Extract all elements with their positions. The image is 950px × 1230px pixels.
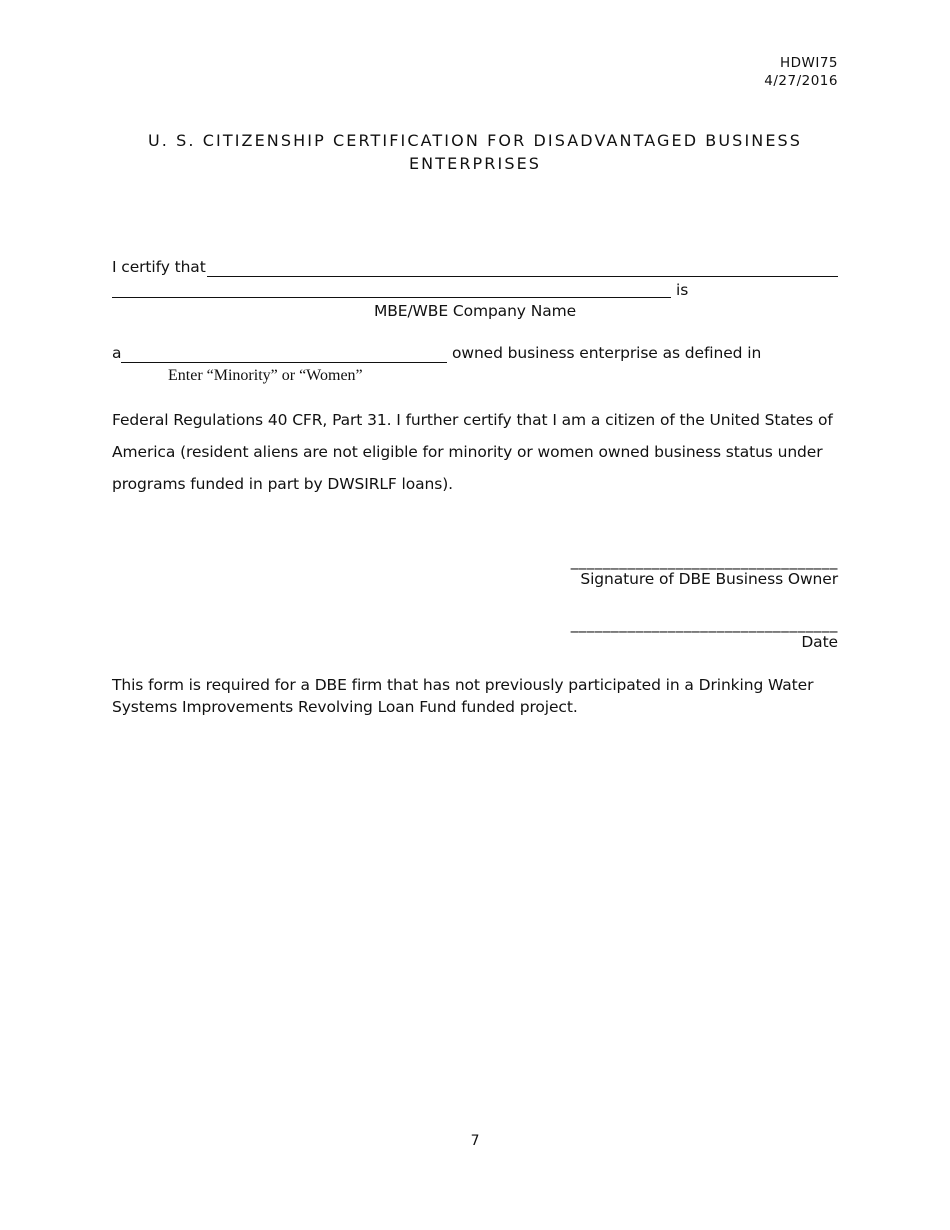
ownership-type-line[interactable]	[121, 362, 447, 363]
date-line[interactable]: _________________________________	[570, 615, 838, 633]
signature-line[interactable]: _________________________________	[570, 552, 838, 570]
requirement-note	[112, 674, 842, 718]
owned-enterprise-text: owned business enterprise as defined in	[452, 344, 762, 362]
title-line-2: ENTERPRISES	[408, 154, 542, 173]
note-line-2: Systems Improvements Revolving Loan Fund funded project.	[112, 698, 578, 716]
company-name-line-2[interactable]	[112, 297, 671, 298]
document-title	[112, 129, 838, 175]
company-name-caption: MBE/WBE Company Name	[373, 302, 577, 320]
is-text: is	[676, 281, 689, 299]
form-code: HDWI75	[779, 55, 838, 71]
company-name-line-1[interactable]	[207, 276, 838, 277]
certification-paragraph	[112, 404, 847, 500]
ownership-type-caption: Enter “Minority” or “Women”	[168, 367, 363, 384]
page-number: 7	[470, 1133, 480, 1149]
title-line-1: U. S. CITIZENSHIP CERTIFICATION FOR DISADVANTAGED BUSINESS	[147, 131, 803, 150]
note-line-1: This form is required for a DBE firm that has not previously participated in a Drinking Water	[112, 676, 814, 694]
signature-caption: Signature of DBE Business Owner	[580, 570, 838, 588]
certify-lead-text: I certify that	[112, 258, 206, 276]
paragraph-line-1: Federal Regulations 40 CFR, Part 31. I further certify that I am a citizen of the United States of	[112, 411, 833, 429]
article-text: a	[112, 344, 122, 362]
date-caption: Date	[801, 633, 838, 651]
paragraph-line-2: America (resident aliens are not eligible for minority or women owned business status under	[112, 443, 823, 461]
paragraph-line-3: programs funded in part by DWSIRLF loans).	[112, 475, 454, 493]
form-date: 4/27/2016	[764, 73, 838, 89]
form-identifier	[764, 54, 838, 90]
